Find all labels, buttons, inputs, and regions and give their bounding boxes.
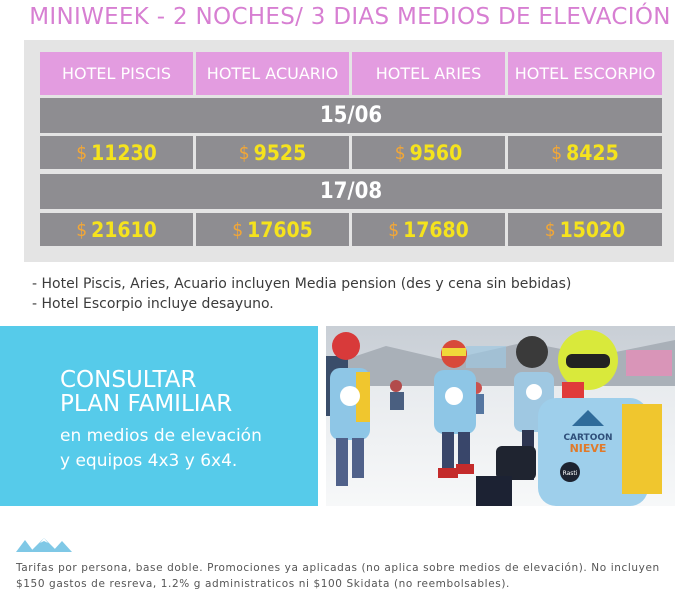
currency-symbol: $ [394, 141, 406, 164]
currency-symbol: $ [238, 141, 250, 164]
price-value: 9525 [253, 140, 307, 165]
price-value: 17605 [247, 217, 313, 242]
price-cell [508, 136, 662, 169]
promo-heading [60, 368, 232, 416]
bib-text: NIEVE [569, 442, 607, 455]
hotel-notes [32, 274, 571, 314]
promo-sub-line: en medios de elevación [60, 426, 262, 446]
price-value: 8425 [566, 140, 619, 165]
currency-symbol: $ [544, 218, 556, 241]
currency-symbol: $ [388, 218, 400, 241]
note-line: - Hotel Escorpio incluye desayuno. [32, 296, 274, 312]
mountains-icon [16, 538, 74, 557]
promo-heading-line: CONSULTAR [60, 367, 197, 393]
currency-symbol: $ [76, 218, 88, 241]
date-row-2: 17/08 [40, 174, 662, 209]
family-plan-banner [0, 326, 318, 506]
promo-heading-line: PLAN FAMILIAR [60, 391, 233, 417]
price-cell [40, 213, 193, 246]
hotel-header-escorpio: HOTEL ESCORPIO [508, 52, 662, 95]
patch-text: Rasti [562, 470, 578, 477]
price-cell [352, 136, 505, 169]
fine-print-line: $150 gastos de resreva, 1.2% g administraticos ni $100 Skidata (no reembolsables). [16, 578, 510, 590]
price-value: 21610 [91, 217, 157, 242]
price-table [24, 40, 674, 262]
currency-symbol: $ [232, 218, 244, 241]
kids-skiing-photo [326, 326, 675, 506]
currency-symbol: $ [551, 141, 563, 164]
fine-print-line: Tarifas por persona, base doble. Promociones ya aplicadas (no aplica sobre medios de elevación). No incluyen [16, 562, 660, 574]
hotel-header-piscis: HOTEL PISCIS [40, 52, 193, 95]
promo-sub-line: y equipos 4x3 y 6x4. [60, 451, 238, 471]
price-value: 9560 [409, 140, 463, 165]
price-cell [508, 213, 662, 246]
price-value: 11230 [91, 140, 157, 165]
fine-print [16, 560, 686, 592]
currency-symbol: $ [76, 141, 88, 164]
date-row-1: 15/06 [40, 98, 662, 133]
price-value: 15020 [559, 217, 626, 242]
price-cell [196, 136, 349, 169]
bib-text: CARTOON [563, 433, 613, 443]
hotel-header-acuario: HOTEL ACUARIO [196, 52, 349, 95]
page-title: MINIWEEK - 2 NOCHES/ 3 DIAS MEDIOS DE ELEVACIÓN [29, 4, 671, 30]
price-cell [40, 136, 193, 169]
price-value: 17680 [403, 217, 469, 242]
promo-subtext [60, 424, 262, 474]
price-cell [196, 213, 349, 246]
hotel-header-aries: HOTEL ARIES [352, 52, 505, 95]
note-line: - Hotel Piscis, Aries, Acuario incluyen Media pension (des y cena sin bebidas) [32, 276, 572, 292]
price-cell [352, 213, 505, 246]
